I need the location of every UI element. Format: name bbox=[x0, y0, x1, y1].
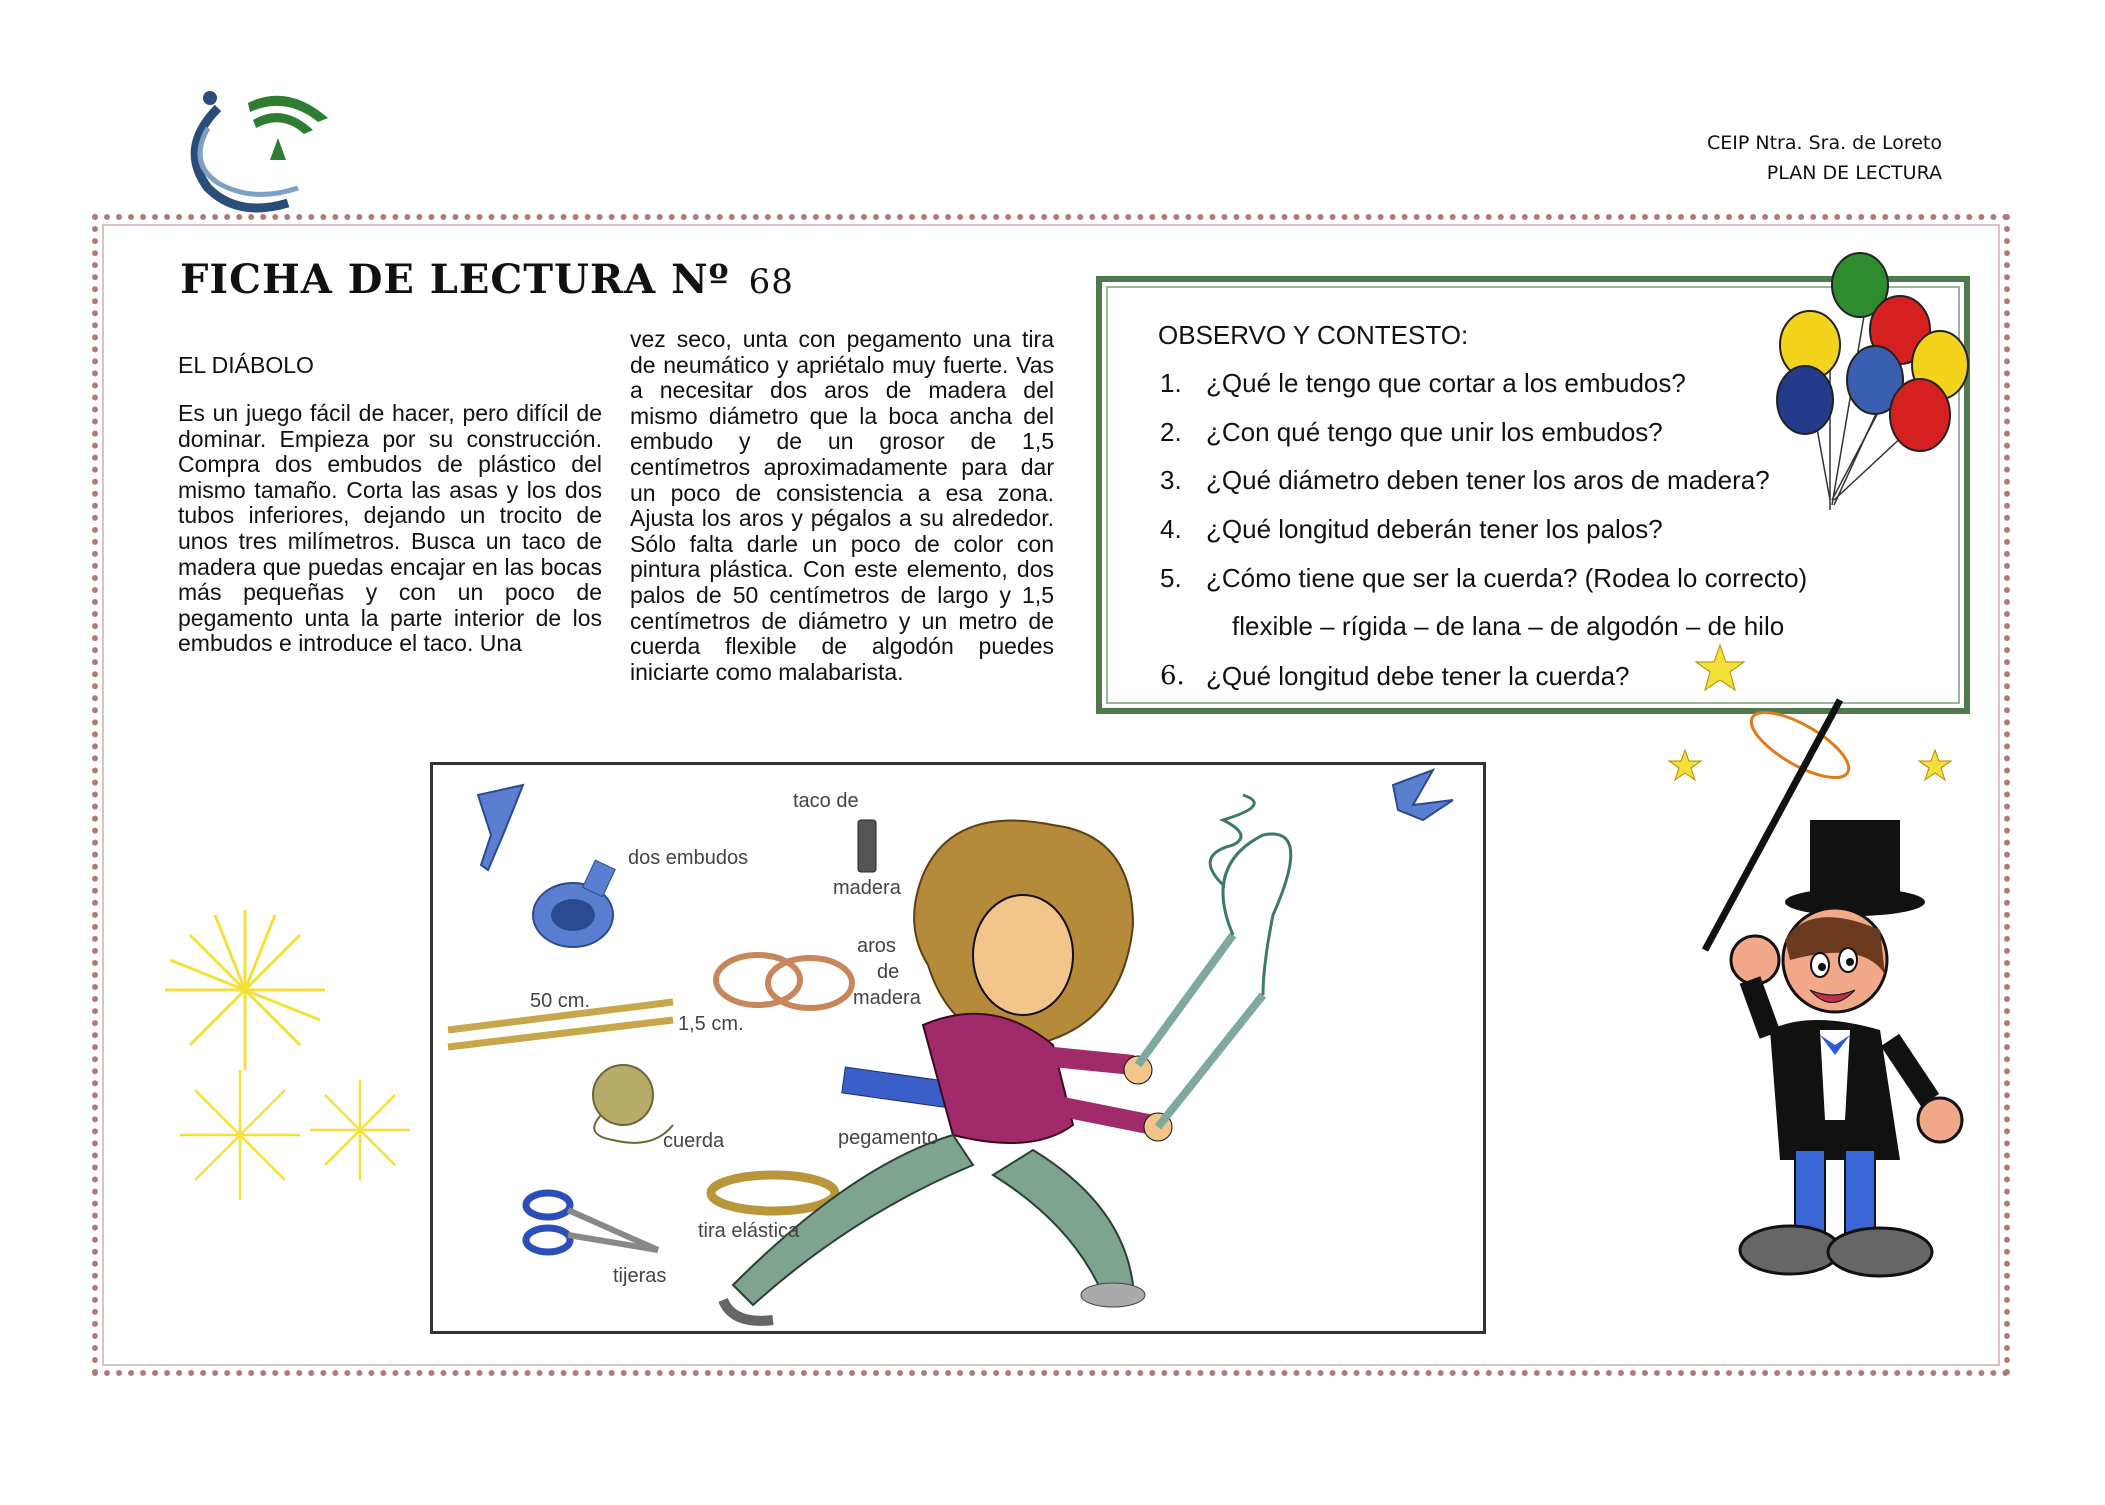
label-pegamento: pegamento bbox=[838, 1127, 939, 1149]
title-text: FICHA DE LECTURA Nº bbox=[180, 256, 730, 303]
title-number: 68 bbox=[748, 262, 794, 302]
balloons-icon bbox=[1770, 250, 1970, 520]
question-text: ¿Qué longitud deberán tener los palos? bbox=[1206, 514, 1663, 544]
plan-name: PLAN DE LECTURA bbox=[1766, 162, 1942, 184]
label-palos-largo: 50 cm. bbox=[530, 990, 591, 1012]
junta-logo bbox=[178, 88, 338, 218]
label-cuerda: cuerda bbox=[663, 1130, 725, 1152]
magician-icon bbox=[1660, 640, 1980, 1280]
question-number: 5. bbox=[1160, 563, 1182, 593]
label-tijeras: tijeras bbox=[613, 1265, 667, 1287]
label-embudos: dos embudos bbox=[628, 847, 749, 869]
question-number: 2. bbox=[1160, 417, 1182, 447]
girl-with-diabolo-icon bbox=[723, 770, 1453, 1321]
questions-heading: OBSERVO Y CONTESTO: bbox=[1158, 320, 1469, 350]
question-number: 1. bbox=[1160, 368, 1182, 398]
question-text: ¿Qué le tengo que cortar a los embudos? bbox=[1206, 368, 1686, 398]
funnel-icon bbox=[478, 785, 615, 947]
story-column-2: vez seco, unta con pegamento una tira de neumático y apriétalo muy fuerte. Vas a necesitar dos aros de madera del mismo diámetro que la boca ancha del embudo y de un grosor de 1,5 centímetros aproximadamente para dar un poco de consistencia a esa zona. Ajusta los aros y pégalos a su alrededor. Sólo falta darle un poco de color con pintura plástica. Con este elemento, dos palos de 50 centímetros de largo y 1,5 centímetros de diámetro y un metro de cuerda flexible de algodón puedes iniciarte como malabarista. bbox=[630, 326, 1054, 685]
label-taco-2: madera bbox=[833, 877, 901, 899]
label-palos-diametro: 1,5 cm. bbox=[678, 1013, 744, 1035]
page-title bbox=[180, 256, 794, 303]
illustration-panel bbox=[430, 762, 1486, 1334]
story-column-1: Es un juego fácil de hacer, pero difícil de dominar. Empieza por su construcción. Compra dos embudos de plástico del mismo tamaño. Corta las asas y los dos tubos inferiores, dejando un trocito de unos tres milímetros. Busca un taco de madera que puedas encajar en las bocas más pequeñas y con un poco de pegamento unta la parte interior de los embudos e introduce el taco. Una bbox=[178, 400, 602, 657]
question-text: ¿Cómo tiene que ser la cuerda? (Rodea lo correcto) bbox=[1206, 563, 1808, 593]
school-name: CEIP Ntra. Sra. de Loreto bbox=[1707, 132, 1942, 154]
scissors-icon bbox=[526, 1193, 658, 1252]
label-taco-1: taco de bbox=[793, 790, 859, 812]
question-number: 4. bbox=[1160, 514, 1182, 544]
label-tira-elastica: tira elástica bbox=[698, 1220, 800, 1242]
story-title: EL DIÁBOLO bbox=[178, 352, 314, 378]
label-aros-2: de bbox=[877, 961, 900, 983]
question-text: ¿Con qué tengo que unir los embudos? bbox=[1206, 417, 1663, 447]
school-info bbox=[1707, 128, 1942, 188]
diabolo-materials-drawing bbox=[433, 765, 1483, 1331]
label-aros-1: aros bbox=[857, 935, 896, 957]
question-text: ¿Qué diámetro deben tener los aros de madera? bbox=[1206, 465, 1770, 495]
label-aros-3: madera bbox=[853, 987, 921, 1009]
question-number: 3. bbox=[1160, 465, 1182, 495]
question-number: 6. bbox=[1160, 661, 1185, 691]
fireworks-icon bbox=[150, 905, 450, 1245]
question-text: ¿Qué longitud debe tener la cuerda? bbox=[1206, 661, 1630, 691]
cord-options: flexible – rígida – de lana – de algodón – de hilo bbox=[1232, 611, 1785, 641]
